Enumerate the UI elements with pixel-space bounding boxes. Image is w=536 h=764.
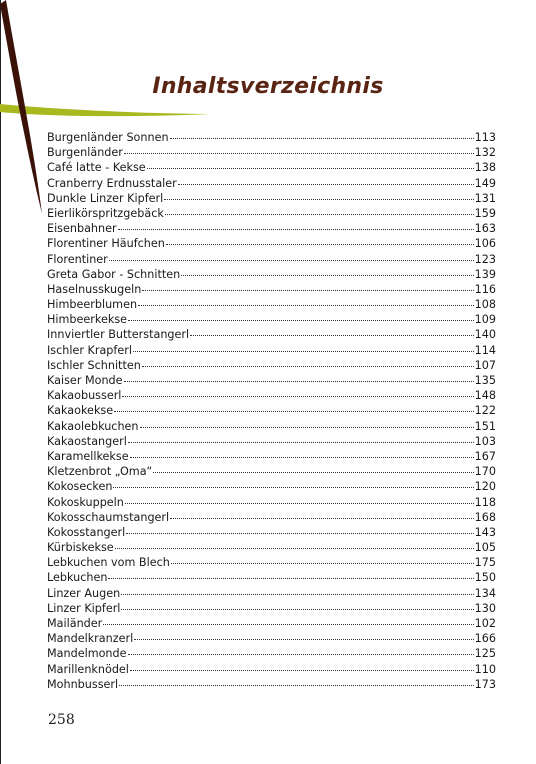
dot-leader	[108, 578, 473, 579]
entry-page: 149	[474, 176, 496, 190]
entry-page: 122	[474, 404, 496, 418]
list-item	[47, 221, 496, 236]
list-item	[47, 419, 496, 434]
list-item	[47, 631, 496, 646]
list-item	[47, 267, 496, 282]
entry-page: 167	[474, 449, 496, 463]
list-item	[47, 677, 496, 692]
dot-leader	[121, 609, 473, 610]
page-title: Inhaltsverzeichnis	[152, 74, 384, 99]
entry-title: Mailänder	[47, 617, 103, 630]
entry-page: 175	[474, 556, 496, 570]
entry-title: Cranberry Erdnusstaler	[47, 176, 177, 190]
list-item	[47, 327, 496, 342]
entry-title: Burgenländer	[47, 146, 123, 160]
dot-leader	[124, 381, 474, 382]
dot-leader	[153, 472, 473, 473]
entry-page: 110	[474, 662, 496, 676]
entry-page: 150	[474, 571, 496, 585]
entry-title: Mandelkranzerl	[47, 632, 134, 646]
entry-page: 148	[474, 389, 496, 403]
dot-leader	[121, 594, 473, 595]
entry-title: Marillenknödel	[47, 662, 129, 676]
entry-title: Mohnbusserl	[47, 677, 119, 691]
list-item	[47, 176, 496, 191]
entry-page: 139	[474, 267, 496, 281]
list-item	[47, 282, 496, 297]
list-item	[47, 160, 496, 175]
entry-page: 109	[474, 313, 496, 327]
list-item	[47, 570, 496, 585]
list-item	[47, 403, 496, 418]
list-item	[47, 616, 496, 631]
entry-page: 173	[474, 677, 496, 691]
entry-page: 106	[474, 237, 496, 251]
dot-leader	[130, 457, 474, 458]
dot-leader	[133, 351, 474, 352]
entry-page: 123	[474, 252, 496, 266]
dot-leader	[119, 685, 474, 686]
list-item	[47, 510, 496, 525]
entry-page: 132	[474, 146, 496, 160]
entry-title: Ischler Krapferl	[47, 343, 132, 357]
list-item	[47, 358, 496, 373]
list-item	[47, 191, 496, 206]
dot-leader	[118, 229, 474, 230]
entry-page: 131	[474, 191, 496, 205]
entry-page: 159	[474, 206, 496, 220]
entry-title: Himbeerkekse	[47, 313, 128, 327]
entry-title: Haselnusskugeln	[47, 282, 142, 296]
entry-title: Dunkle Linzer Kipferl	[47, 191, 164, 205]
dot-leader	[114, 411, 474, 412]
list-item	[47, 388, 496, 403]
entry-page: 108	[474, 298, 496, 312]
dot-leader	[142, 366, 474, 367]
dot-leader	[128, 654, 474, 655]
dot-leader	[178, 184, 474, 185]
entry-title: Eierlikörspritzgebäck	[47, 206, 164, 220]
dot-leader	[130, 670, 474, 671]
entry-page: 170	[474, 465, 496, 479]
list-item	[47, 130, 496, 145]
list-item	[47, 586, 496, 601]
entry-title: Kakaobusserl	[47, 389, 122, 403]
dot-leader	[166, 244, 474, 245]
list-item	[47, 449, 496, 464]
entry-page: 138	[474, 161, 496, 175]
list-item	[47, 145, 496, 160]
entry-page: 103	[474, 434, 496, 448]
dot-leader	[147, 168, 474, 169]
entry-title: Ischler Schnitten	[47, 358, 141, 372]
list-item	[47, 495, 496, 510]
entry-title: Kokosschaumstangerl	[47, 510, 170, 524]
entry-page: 166	[474, 632, 496, 646]
entry-title: Lebkuchen vom Blech	[47, 556, 170, 570]
entry-title: Karamellkekse	[47, 449, 129, 463]
dot-leader	[113, 487, 473, 488]
entry-title: Kokosecken	[47, 480, 113, 494]
dot-leader	[109, 260, 474, 261]
list-item	[47, 662, 496, 677]
list-item	[47, 464, 496, 479]
entry-title: Florentiner	[47, 252, 108, 266]
dot-leader	[134, 639, 473, 640]
dot-leader	[165, 214, 474, 215]
list-item	[47, 252, 496, 267]
entry-title: Kaiser Monde	[47, 374, 123, 387]
list-item	[47, 297, 496, 312]
list-item	[47, 206, 496, 221]
entry-title: Mandelmonde	[47, 647, 127, 661]
entry-page: 102	[474, 617, 496, 630]
entry-title: Kakaostangerl	[47, 434, 127, 448]
entry-title: Himbeerblumen	[47, 298, 138, 312]
dot-leader	[126, 533, 473, 534]
entry-page: 134	[474, 586, 496, 600]
entry-title: Innviertler Butterstangerl	[47, 328, 190, 342]
dot-leader	[190, 335, 474, 336]
entry-page: 125	[474, 647, 496, 661]
list-item	[47, 343, 496, 358]
entry-page: 114	[474, 343, 496, 357]
entry-title: Kletzenbrot „Oma“	[47, 465, 153, 479]
entry-page: 107	[474, 358, 496, 372]
dot-leader	[164, 199, 473, 200]
entry-title: Linzer Kipferl	[47, 601, 121, 615]
entry-page: 120	[474, 480, 496, 494]
dot-leader	[128, 320, 474, 321]
dot-leader	[124, 153, 474, 154]
dot-leader	[115, 548, 474, 549]
entry-title: Kakaokekse	[47, 404, 114, 418]
dot-leader	[128, 442, 474, 443]
entry-page: 118	[474, 495, 496, 509]
list-item	[47, 373, 496, 388]
dot-leader	[125, 503, 474, 504]
dot-leader	[170, 518, 473, 519]
entry-title: Burgenländer Sonnen	[47, 131, 169, 144]
entry-title: Lebkuchen	[47, 571, 108, 585]
entry-title: Florentiner Häufchen	[47, 237, 165, 251]
entry-page: 113	[474, 131, 496, 144]
entry-title: Kokosstangerl	[47, 525, 126, 539]
list-item	[47, 646, 496, 661]
list-item	[47, 479, 496, 494]
list-item	[47, 601, 496, 616]
list-item	[47, 434, 496, 449]
entry-page: 130	[474, 601, 496, 615]
list-item	[47, 525, 496, 540]
entry-page: 140	[474, 328, 496, 342]
entry-title: Eisenbahner	[47, 222, 117, 236]
entry-title: Kokoskuppeln	[47, 495, 124, 509]
page-number: 258	[48, 712, 75, 728]
entry-page: 143	[474, 525, 496, 539]
entry-title: Greta Gabor - Schnitten	[47, 267, 181, 281]
list-item	[47, 540, 496, 555]
list-item	[47, 555, 496, 570]
dot-leader	[142, 290, 473, 291]
dot-leader	[138, 305, 474, 306]
dot-leader	[122, 396, 473, 397]
entry-title: Kakaolebkuchen	[47, 419, 139, 433]
entry-title: Linzer Augen	[47, 586, 121, 600]
dot-leader	[181, 275, 473, 276]
table-of-contents	[47, 130, 496, 692]
entry-page: 116	[474, 282, 496, 296]
entry-page: 105	[474, 541, 496, 555]
dot-leader	[103, 624, 473, 625]
dot-leader	[171, 563, 474, 564]
entry-page: 151	[474, 419, 496, 433]
dot-leader	[170, 138, 474, 139]
entry-page: 163	[474, 222, 496, 236]
entry-title: Kürbiskekse	[47, 541, 114, 555]
dot-leader	[140, 427, 474, 428]
entry-page: 168	[474, 510, 496, 524]
entry-page: 135	[474, 374, 496, 387]
entry-title: Café latte - Kekse	[47, 161, 146, 175]
list-item	[47, 236, 496, 251]
list-item	[47, 312, 496, 327]
